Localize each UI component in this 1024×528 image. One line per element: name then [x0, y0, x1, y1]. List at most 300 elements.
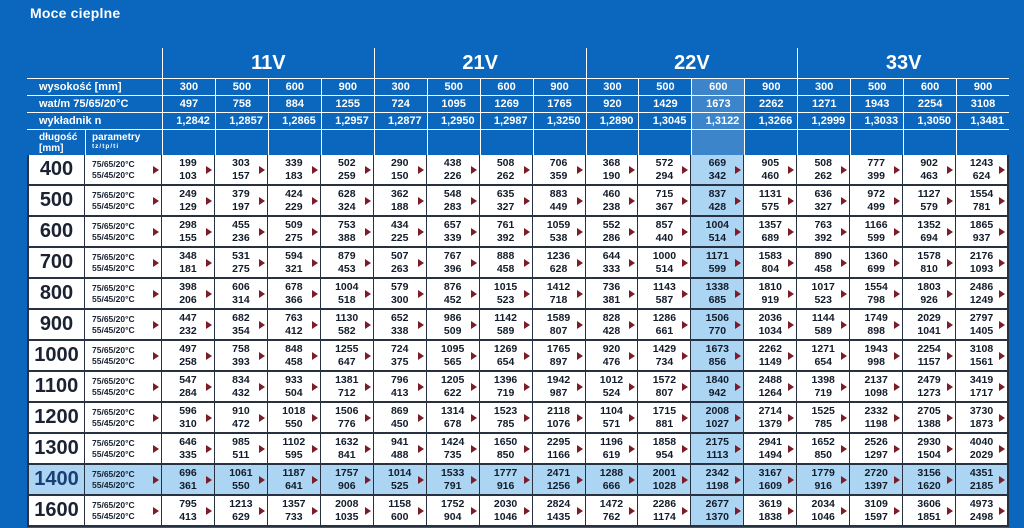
value-75-65: 2714	[758, 405, 782, 417]
table-cell	[374, 341, 427, 372]
header-empty-cell	[374, 129, 427, 155]
table-cell	[586, 217, 639, 248]
value-75-65: 2008	[705, 405, 730, 417]
header-empty-cell	[638, 129, 691, 155]
value-75-65: 1171	[705, 250, 729, 262]
table-cell	[268, 279, 321, 310]
arrow-icon	[524, 414, 530, 422]
table-cell	[744, 155, 797, 186]
table-cell	[374, 248, 427, 279]
value-55-45: 284	[179, 386, 197, 399]
value-55-45: 275	[285, 231, 303, 244]
table-cell	[321, 341, 374, 372]
table-cell	[533, 403, 586, 434]
value-75-65: 1158	[388, 498, 412, 510]
arrow-icon	[206, 228, 212, 236]
arrow-icon	[206, 507, 212, 515]
value-55-45: 388	[338, 231, 356, 244]
arrow-icon	[629, 383, 635, 391]
value-55-45: 310	[179, 417, 197, 430]
value-55-45: 504	[285, 386, 303, 399]
arrow-icon	[471, 321, 477, 329]
arrow-icon	[259, 383, 265, 391]
table-cell	[850, 496, 903, 527]
value-55-45: 1504	[917, 448, 941, 461]
value-55-45: 810	[920, 262, 938, 275]
param-bottom-label: 55/45/20°C	[92, 448, 135, 459]
arrow-icon	[788, 414, 794, 422]
table-cell	[586, 372, 639, 403]
table-cell	[903, 496, 956, 527]
value-55-45: 619	[602, 448, 621, 461]
value-55-45: 450	[390, 417, 409, 430]
value-55-45: 463	[920, 169, 938, 182]
header-height-value: 300	[374, 78, 427, 95]
value-55-45: 2029	[969, 448, 994, 461]
arrow-icon	[999, 414, 1005, 422]
value-55-45: 393	[232, 355, 250, 368]
value-55-45: 595	[285, 448, 303, 461]
param-top-label: 75/65/20°C	[92, 221, 135, 231]
arrow-icon	[365, 414, 371, 422]
table-cell	[586, 310, 639, 341]
value-75-65: 1506	[335, 405, 359, 417]
param-bottom-label: 55/45/20°C	[92, 417, 135, 428]
param-top-label: 75/65/20°C	[92, 252, 135, 262]
arrow-icon	[153, 166, 159, 174]
value-75-65: 2008	[335, 498, 359, 510]
value-55-45: 188	[390, 200, 409, 213]
value-55-45: 511	[232, 448, 250, 461]
value-75-65: 460	[602, 188, 621, 200]
value-75-65: 715	[655, 188, 674, 200]
arrow-icon	[894, 507, 900, 515]
value-55-45: 314	[232, 293, 250, 306]
value-55-45: 654	[814, 355, 832, 368]
value-75-65: 1752	[440, 498, 465, 510]
header-exponent-value: 1,3033	[850, 112, 903, 129]
value-75-65: 438	[443, 157, 462, 169]
value-55-45: 259	[338, 169, 356, 182]
table-cell	[850, 372, 903, 403]
arrow-icon	[471, 259, 477, 267]
value-55-45: 1609	[758, 479, 782, 492]
table-cell	[268, 155, 321, 186]
table-cell	[321, 279, 374, 310]
value-75-65: 1143	[653, 281, 676, 293]
value-75-65: 1004	[705, 219, 730, 231]
value-75-65: 636	[814, 188, 832, 200]
value-55-45: 157	[232, 169, 250, 182]
table-cell	[586, 155, 639, 186]
value-75-65: 910	[232, 405, 250, 417]
arrow-icon	[629, 321, 635, 329]
value-55-45: 685	[708, 293, 727, 306]
value-75-65: 2342	[705, 467, 730, 479]
table-cell	[850, 434, 903, 465]
value-55-45: 1166	[547, 448, 570, 461]
table-cell	[903, 248, 956, 279]
arrow-icon	[365, 228, 371, 236]
table-cell	[691, 279, 744, 310]
table-cell	[480, 496, 533, 527]
arrow-icon	[788, 259, 794, 267]
arrow-icon	[259, 476, 265, 484]
value-75-65: 652	[390, 312, 409, 324]
arrow-icon	[735, 352, 741, 360]
value-55-45: 413	[390, 386, 409, 399]
header-height-value: 900	[321, 78, 374, 95]
header-height-value: 300	[162, 78, 215, 95]
arrow-icon	[577, 259, 583, 267]
value-75-65: 497	[179, 343, 197, 355]
table-cell	[533, 217, 586, 248]
value-75-65: 696	[179, 467, 197, 479]
value-55-45: 197	[232, 200, 250, 213]
row-length-value: 800	[27, 279, 85, 310]
table-cell	[903, 465, 956, 496]
value-75-65: 434	[390, 219, 409, 231]
value-55-45: 354	[232, 324, 250, 337]
table-cell	[321, 465, 374, 496]
value-55-45: 622	[443, 386, 462, 399]
table-cell	[427, 310, 480, 341]
table-cell	[480, 186, 533, 217]
header-empty-cell	[427, 129, 480, 155]
table-cell	[638, 372, 691, 403]
table-cell	[638, 186, 691, 217]
value-75-65: 1012	[599, 374, 624, 386]
table-cell	[691, 248, 744, 279]
value-75-65: 531	[232, 250, 250, 262]
value-75-65: 509	[285, 219, 303, 231]
table-cell	[638, 341, 691, 372]
row-length-value: 400	[27, 155, 85, 186]
value-55-45: 1034	[758, 324, 782, 337]
table-cell	[638, 248, 691, 279]
arrow-icon	[682, 507, 688, 515]
table-cell	[162, 155, 215, 186]
value-55-45: 589	[496, 324, 515, 337]
value-75-65: 777	[867, 157, 885, 169]
arrow-icon	[841, 290, 847, 298]
header-empty-cell	[268, 129, 321, 155]
header-exponent-value: 1,3050	[903, 112, 956, 129]
value-55-45: 339	[443, 231, 462, 244]
value-75-65: 796	[390, 374, 409, 386]
table-cell	[162, 341, 215, 372]
arrow-icon	[524, 290, 530, 298]
table-cell	[162, 403, 215, 434]
table-cell	[321, 310, 374, 341]
arrow-icon	[841, 259, 847, 267]
value-75-65: 2286	[652, 498, 677, 510]
table-cell	[215, 465, 268, 496]
table-cell	[744, 372, 797, 403]
value-75-65: 1942	[546, 374, 571, 386]
value-75-65: 828	[602, 312, 621, 324]
row-parameters-cell	[85, 341, 162, 372]
heat-output-table	[27, 48, 1009, 527]
table-cell	[480, 279, 533, 310]
arrow-icon	[682, 414, 688, 422]
arrow-icon	[894, 197, 900, 205]
arrow-icon	[153, 383, 159, 391]
value-55-45: 335	[179, 448, 197, 461]
value-75-65: 1288	[599, 467, 624, 479]
row-length-value: 900	[27, 310, 85, 341]
table-cell	[691, 496, 744, 527]
arrow-icon	[735, 321, 741, 329]
value-55-45: 236	[232, 231, 250, 244]
value-75-65: 1424	[440, 436, 465, 448]
arrow-icon	[206, 476, 212, 484]
table-cell	[215, 310, 268, 341]
value-55-45: 1035	[335, 510, 359, 523]
header-watm-value: 724	[374, 95, 427, 112]
value-75-65: 2488	[758, 374, 782, 386]
table-cell	[480, 341, 533, 372]
value-75-65: 1412	[546, 281, 571, 293]
value-55-45: 262	[814, 169, 832, 182]
value-55-45: 458	[285, 355, 303, 368]
table-cell	[797, 217, 850, 248]
value-55-45: 1174	[653, 510, 676, 523]
arrow-icon	[259, 197, 265, 205]
header-height-value: 500	[427, 78, 480, 95]
arrow-icon	[418, 352, 424, 360]
value-75-65: 298	[179, 219, 197, 231]
table-cell	[215, 496, 268, 527]
arrow-icon	[894, 290, 900, 298]
value-75-65: 1429	[652, 343, 677, 355]
value-55-45: 342	[708, 169, 727, 182]
value-75-65: 657	[443, 219, 462, 231]
header-height-value: 900	[533, 78, 586, 95]
value-55-45: 428	[602, 324, 621, 337]
table-cell	[215, 341, 268, 372]
value-55-45: 453	[338, 262, 356, 275]
arrow-icon	[312, 259, 318, 267]
param-bottom-label: 55/45/20°C	[92, 479, 135, 490]
arrow-icon	[629, 414, 635, 422]
param-top-label: 75/65/20°C	[92, 469, 135, 479]
value-75-65: 2262	[758, 343, 782, 355]
value-75-65: 1205	[440, 374, 465, 386]
value-75-65: 1506	[705, 312, 730, 324]
arrow-icon	[471, 476, 477, 484]
value-55-45: 1851	[917, 510, 941, 523]
value-55-45: 359	[549, 169, 568, 182]
value-55-45: 654	[496, 355, 515, 368]
table-cell	[797, 279, 850, 310]
value-75-65: 1166	[864, 219, 888, 231]
table-cell	[480, 372, 533, 403]
header-height-value: 600	[268, 78, 321, 95]
table-cell	[797, 186, 850, 217]
value-55-45: 2498	[969, 510, 994, 523]
value-55-45: 575	[761, 200, 780, 213]
header-watm-value: 1673	[691, 95, 744, 112]
value-55-45: 327	[496, 200, 515, 213]
value-55-45: 954	[655, 448, 674, 461]
value-75-65: 767	[443, 250, 462, 262]
header-exponent-value: 1,2857	[215, 112, 268, 129]
value-75-65: 1059	[546, 219, 571, 231]
value-75-65: 1018	[282, 405, 306, 417]
table-cell	[533, 496, 586, 527]
header-height-value: 500	[215, 78, 268, 95]
value-75-65: 1396	[493, 374, 518, 386]
value-75-65: 1583	[758, 250, 782, 262]
arrow-icon	[947, 290, 953, 298]
value-55-45: 1093	[969, 262, 994, 275]
arrow-icon	[735, 228, 741, 236]
value-55-45: 1717	[969, 386, 994, 399]
table-cell	[903, 403, 956, 434]
table-cell	[691, 341, 744, 372]
table-cell	[162, 465, 215, 496]
table-cell	[162, 217, 215, 248]
value-75-65: 985	[232, 436, 250, 448]
header-watm-value: 1095	[427, 95, 480, 112]
arrow-icon	[471, 445, 477, 453]
param-top-label: 75/65/20°C	[92, 314, 135, 324]
value-55-45: 321	[285, 262, 303, 275]
table-cell	[215, 434, 268, 465]
value-75-65: 905	[761, 157, 780, 169]
arrow-icon	[312, 476, 318, 484]
arrow-icon	[735, 507, 741, 515]
arrow-icon	[894, 259, 900, 267]
value-55-45: 1405	[969, 324, 994, 337]
value-75-65: 1255	[335, 343, 359, 355]
value-75-65: 1271	[811, 343, 835, 355]
value-55-45: 226	[443, 169, 462, 182]
table-cell	[427, 186, 480, 217]
value-75-65: 920	[602, 343, 621, 355]
value-75-65: 552	[602, 219, 621, 231]
header-empty-cell	[956, 129, 1009, 155]
value-75-65: 1015	[493, 281, 518, 293]
arrow-icon	[841, 476, 847, 484]
value-75-65: 2705	[917, 405, 941, 417]
value-75-65: 1943	[864, 343, 888, 355]
header-empty-cell	[162, 129, 215, 155]
value-75-65: 1765	[546, 343, 571, 355]
arrow-icon	[577, 476, 583, 484]
value-55-45: 1198	[864, 417, 888, 430]
table-cell	[480, 248, 533, 279]
value-75-65: 2175	[705, 436, 730, 448]
param-top-label: 75/65/20°C	[92, 407, 135, 417]
value-75-65: 596	[179, 405, 197, 417]
value-75-65: 3606	[917, 498, 941, 510]
table-cell	[797, 403, 850, 434]
arrow-icon	[999, 321, 1005, 329]
value-75-65: 1014	[388, 467, 412, 479]
header-watm-value: 1943	[850, 95, 903, 112]
arrow-icon	[577, 228, 583, 236]
arrow-icon	[788, 476, 794, 484]
arrow-icon	[312, 507, 318, 515]
value-55-45: 263	[390, 262, 409, 275]
value-75-65: 682	[232, 312, 250, 324]
arrow-icon	[629, 352, 635, 360]
header-height-value: 600	[691, 78, 744, 95]
param-bottom-label: 55/45/20°C	[92, 355, 135, 366]
arrow-icon	[629, 197, 635, 205]
value-75-65: 761	[496, 219, 515, 231]
value-75-65: 1131	[758, 188, 782, 200]
arrow-icon	[418, 476, 424, 484]
table-cell	[586, 403, 639, 434]
arrow-icon	[999, 259, 1005, 267]
value-55-45: 432	[232, 386, 250, 399]
header-empty-cell	[533, 129, 586, 155]
arrow-icon	[788, 290, 794, 298]
value-75-65: 1572	[652, 374, 677, 386]
arrow-icon	[735, 445, 741, 453]
value-55-45: 183	[285, 169, 303, 182]
header-exponent-value: 1,2999	[797, 112, 850, 129]
value-55-45: 689	[761, 231, 780, 244]
table-cell	[903, 434, 956, 465]
table-cell	[533, 465, 586, 496]
table-cell	[903, 310, 956, 341]
table-cell	[533, 186, 586, 217]
table-cell	[903, 279, 956, 310]
value-55-45: 881	[655, 417, 674, 430]
value-55-45: 324	[338, 200, 356, 213]
arrow-icon	[999, 166, 1005, 174]
table-cell	[797, 341, 850, 372]
value-75-65: 1650	[493, 436, 518, 448]
header-empty-cell	[691, 129, 744, 155]
table-cell	[691, 372, 744, 403]
row-parameters-cell	[85, 434, 162, 465]
value-55-45: 1370	[705, 510, 730, 523]
header-watm-value: 2262	[744, 95, 797, 112]
value-55-45: 2185	[969, 479, 994, 492]
value-75-65: 1286	[652, 312, 677, 324]
table-corner-spacer	[27, 48, 162, 78]
value-75-65: 199	[179, 157, 197, 169]
table-cell	[268, 434, 321, 465]
row-parameters-cell	[85, 248, 162, 279]
row-length-value: 700	[27, 248, 85, 279]
value-55-45: 338	[390, 324, 409, 337]
table-cell	[480, 465, 533, 496]
table-cell	[638, 465, 691, 496]
header-exponent-value: 1,2950	[427, 112, 480, 129]
param-bottom-label: 55/45/20°C	[92, 386, 135, 397]
arrow-icon	[682, 383, 688, 391]
table-cell	[374, 186, 427, 217]
header-empty-cell	[744, 129, 797, 155]
header-watm-value: 1271	[797, 95, 850, 112]
value-75-65: 706	[549, 157, 568, 169]
header-watm-value: 497	[162, 95, 215, 112]
table-cell	[533, 372, 586, 403]
header-label-watm: wat/m 75/65/20°C	[27, 95, 162, 112]
value-75-65: 1398	[811, 374, 835, 386]
param-bottom-label: 55/45/20°C	[92, 200, 135, 211]
row-parameters-cell	[85, 217, 162, 248]
arrow-icon	[524, 228, 530, 236]
arrow-icon	[259, 321, 265, 329]
value-55-45: 275	[232, 262, 250, 275]
